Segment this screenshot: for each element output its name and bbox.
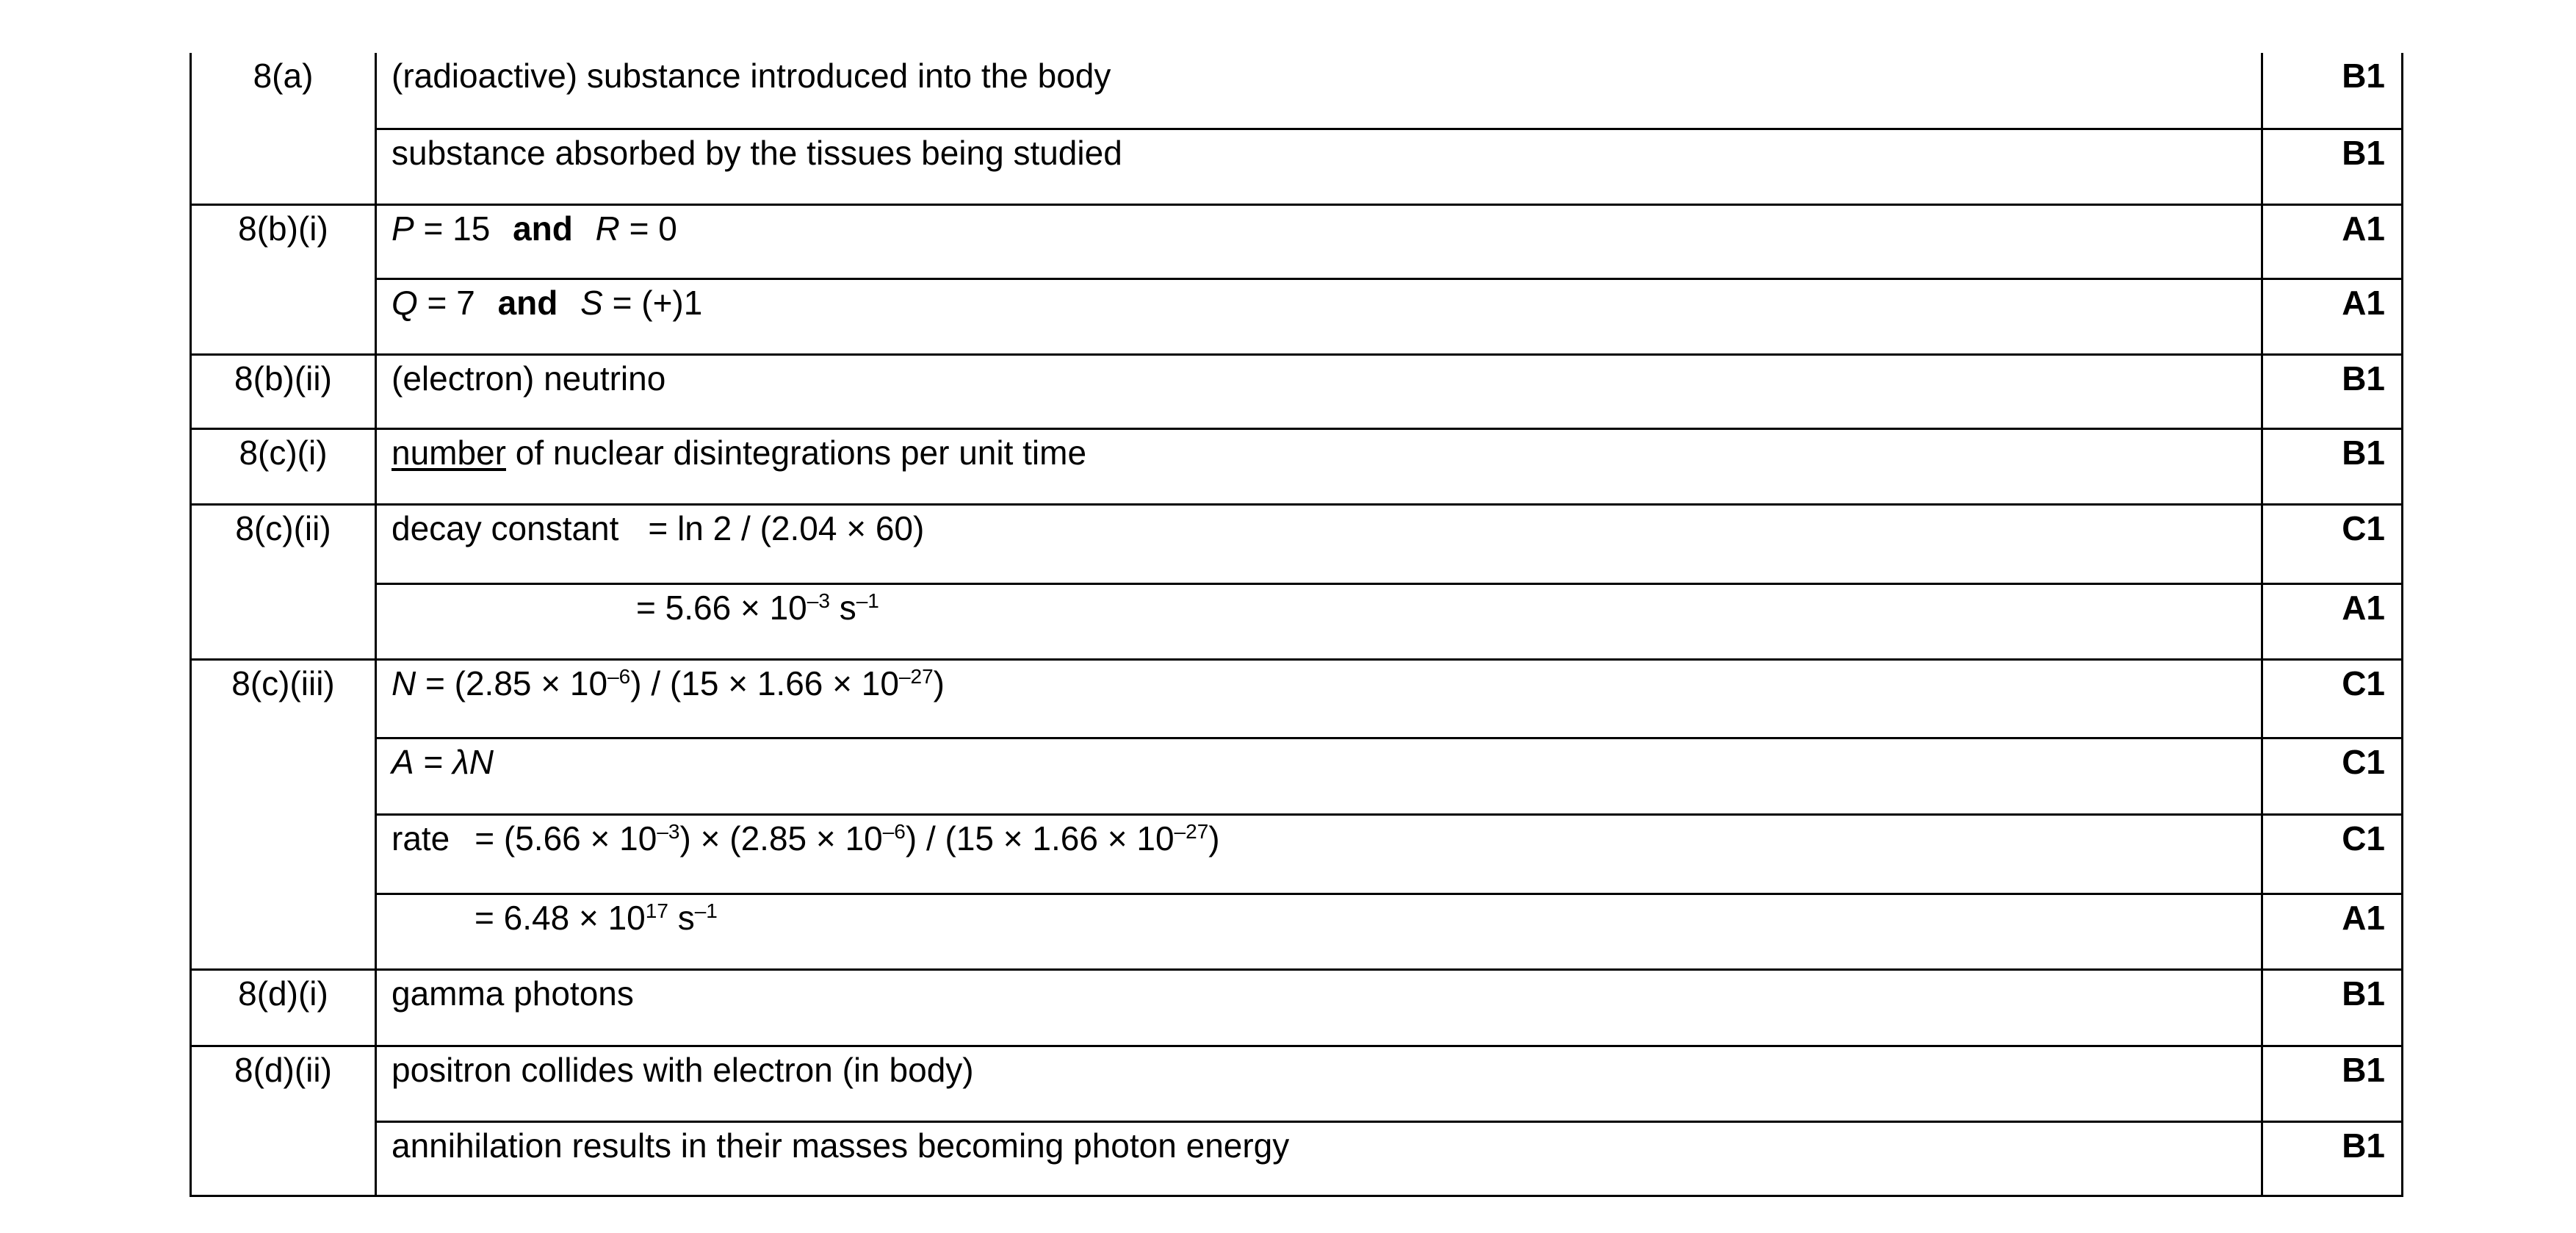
table-row — [191, 659, 2403, 738]
answer-text: A = λN — [376, 738, 2262, 814]
mark-scheme-table — [190, 53, 2403, 1197]
mark-code: A1 — [2262, 894, 2403, 969]
mark-code: A1 — [2262, 278, 2403, 354]
question-number: 8(d)(i) — [191, 969, 376, 1046]
answer-text: number of nuclear disintegrations per unit time — [376, 428, 2262, 504]
question-number: 8(b)(i) — [191, 204, 376, 354]
mark-code: B1 — [2262, 129, 2403, 204]
question-number: 8(c)(i) — [191, 428, 376, 504]
answer-text: $N = (2.85 \times 10^{-6}) / (15 \times 1.66 \times 10^{-27})$ — [376, 659, 2262, 738]
table-row — [191, 738, 2403, 814]
answer-text: P = 15 and R = 0 — [376, 204, 2262, 278]
mark-code: B1 — [2262, 354, 2403, 428]
answer-text: positron collides with electron (in body) — [376, 1046, 2262, 1121]
table-row — [191, 53, 2403, 129]
table-row — [191, 129, 2403, 204]
mark-code: C1 — [2262, 814, 2403, 894]
answer-text: (electron) neutrino — [376, 354, 2262, 428]
mark-code: C1 — [2262, 738, 2403, 814]
answer-text: decay constant = ln 2 / (2.04 × 60) — [376, 504, 2262, 583]
mark-code: C1 — [2262, 659, 2403, 738]
mark-code: A1 — [2262, 583, 2403, 659]
question-number: 8(c)(ii) — [191, 504, 376, 659]
answer-text: annihilation results in their masses becoming photon energy — [376, 1121, 2262, 1196]
answer-text: Q = 7 and S = (+)1 — [376, 278, 2262, 354]
answer-text: = $6.48 \times 10^{17}$ $s^{-1}$ — [376, 894, 2262, 969]
mark-code: B1 — [2262, 1046, 2403, 1121]
table-row — [191, 583, 2403, 659]
question-number: 8(a) — [191, 53, 376, 204]
table-row — [191, 428, 2403, 504]
mark-code: A1 — [2262, 204, 2403, 278]
mark-code: B1 — [2262, 969, 2403, 1046]
mark-code: B1 — [2262, 428, 2403, 504]
answer-text: = $5.66 \times 10^{-3}$ $s^{-1}$ — [376, 583, 2262, 659]
table-row — [191, 969, 2403, 1046]
table-row — [191, 1121, 2403, 1196]
answer-text: substance absorbed by the tissues being studied — [376, 129, 2262, 204]
mark-code: C1 — [2262, 504, 2403, 583]
table-row — [191, 204, 2403, 278]
answer-text: (radioactive) substance introduced into the body — [376, 53, 2262, 129]
question-number: 8(b)(ii) — [191, 354, 376, 428]
answer-text: rate = $(5.66 \times 10^{-3}) \times (2.85 \times 10^{-6}) / (15 \times 1.66 \times 10^{-27})$ — [376, 814, 2262, 894]
table-row — [191, 894, 2403, 969]
question-number: 8(d)(ii) — [191, 1046, 376, 1196]
table-row — [191, 354, 2403, 428]
table-row — [191, 814, 2403, 894]
table-row — [191, 504, 2403, 583]
table-row — [191, 278, 2403, 354]
mark-code: B1 — [2262, 53, 2403, 129]
table-row — [191, 1046, 2403, 1121]
mark-code: B1 — [2262, 1121, 2403, 1196]
answer-text: gamma photons — [376, 969, 2262, 1046]
question-number: 8(c)(iii) — [191, 659, 376, 969]
